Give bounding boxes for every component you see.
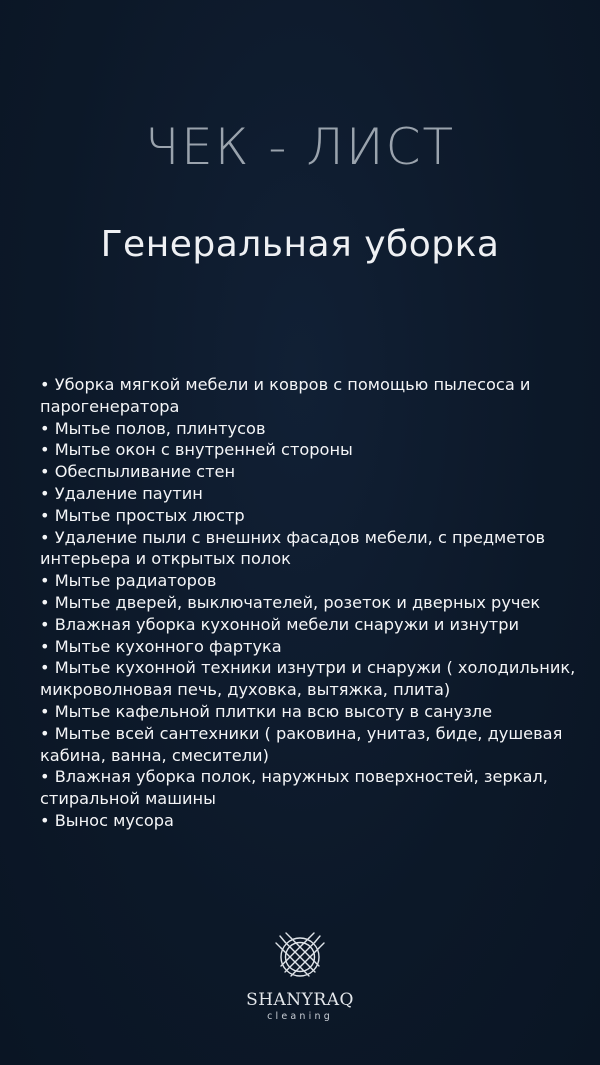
checklist-item: • Мытье радиаторов (40, 570, 580, 592)
checklist-item: • Мытье кухонной техники изнутри и снаружи ( холодильник, микроволновая печь, духовка, вытяжка, плита) (40, 657, 580, 701)
checklist-item: • Вынос мусора (40, 810, 580, 832)
checklist-item: • Мытье окон с внутренней стороны (40, 439, 580, 461)
brand-tagline: cleaning (267, 1011, 333, 1022)
brand-logo (0, 926, 600, 1022)
checklist-item: • Мытье полов, плинтусов (40, 418, 580, 440)
checklist-item: • Обеспыливание стен (40, 461, 580, 483)
brand-name: SHANYRAQ (246, 990, 354, 1010)
checklist-item: • Мытье всей сантехники ( раковина, унитаз, биде, душевая кабина, ванна, смесители) (40, 723, 580, 767)
checklist-item: • Мытье дверей, выключателей, розеток и дверных ручек (40, 592, 580, 614)
checklist-item: • Мытье простых люстр (40, 505, 580, 527)
page-kicker: ЧЕК - ЛИСТ (144, 118, 456, 176)
checklist-item: • Влажная уборка полок, наружных поверхностей, зеркал, стиральной машины (40, 766, 580, 810)
shanyraq-emblem-icon (270, 926, 330, 986)
checklist (40, 374, 580, 832)
page-title: Генеральная уборка (100, 224, 500, 265)
checklist-item: • Уборка мягкой мебели и ковров с помощью пылесоса и парогенератора (40, 374, 580, 418)
checklist-item: • Влажная уборка кухонной мебели снаружи и изнутри (40, 614, 580, 636)
checklist-item: • Мытье кафельной плитки на всю высоту в санузле (40, 701, 580, 723)
checklist-item: • Мытье кухонного фартука (40, 636, 580, 658)
checklist-item: • Удаление паутин (40, 483, 580, 505)
checklist-item: • Удаление пыли с внешних фасадов мебели, с предметов интерьера и открытых полок (40, 527, 580, 571)
